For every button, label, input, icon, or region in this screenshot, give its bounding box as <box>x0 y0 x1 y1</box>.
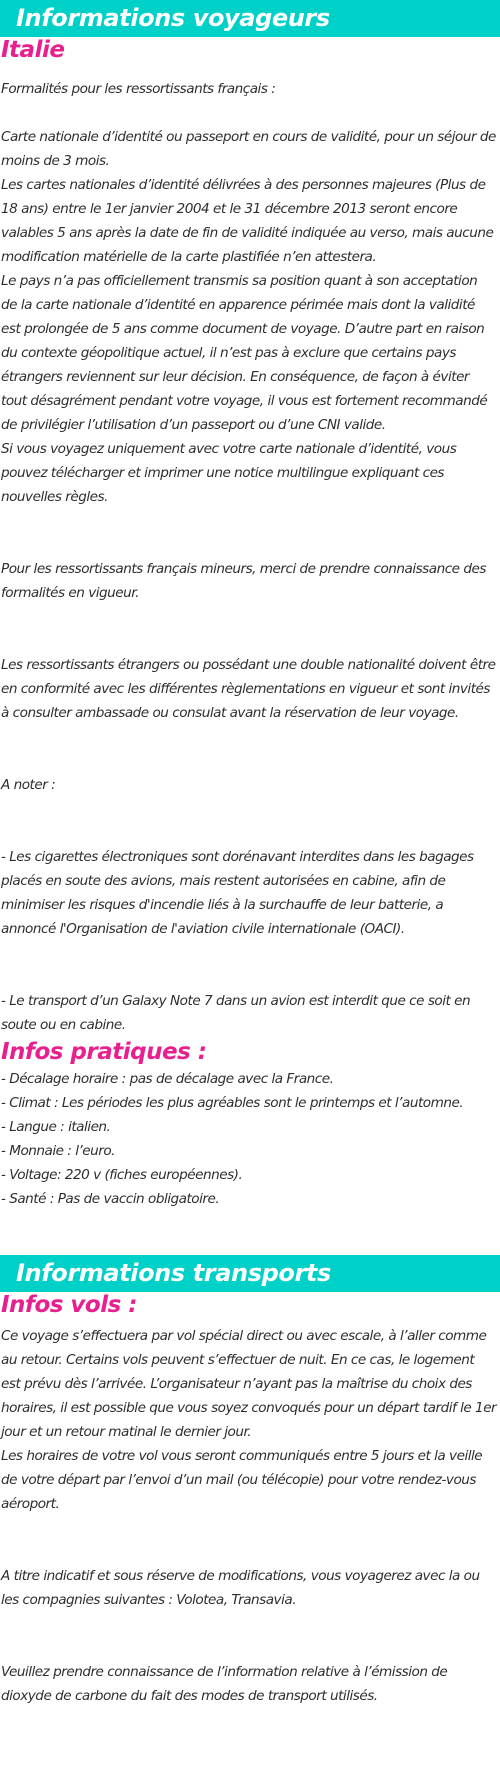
list-item: - Voltage: 220 v (fiches européennes). <box>1 1167 243 1183</box>
co2-paragraph: Veuillez prendre connaissance de l’information relative à l’émission de dioxyde de carbone du fait des modes de transport utilisés. <box>1 1664 448 1704</box>
cni-line: Si vous voyagez uniquement avec votre carte nationale d’identité, vous pouvez télécharger et imprimer une notice multilingue expliquant ces nouvelles règles. <box>1 441 457 505</box>
vols-line: Les horaires de votre vol vous seront communiqués entre 5 jours et la veille de votre départ par l’envoi d’un mail (ou télécopie) pour votre rendez-vous aéroport. <box>1 1448 483 1512</box>
pratiques-title: Infos pratiques : <box>1 1039 207 1065</box>
voyageurs-banner: Informations voyageurs <box>0 0 500 37</box>
compagnies-paragraph: A titre indicatif et sous réserve de modifications, vous voyagerez avec la ou les compagnies suivantes : Volotea, Transavia. <box>1 1568 480 1608</box>
list-item: - Décalage horaire : pas de décalage avec la France. <box>1 1071 334 1087</box>
list-item: - Santé : Pas de vaccin obligatoire. <box>1 1191 220 1207</box>
list-item: - Langue : italien. <box>1 1119 111 1135</box>
list-item: - Climat : Les périodes les plus agréables sont le printemps et l’automne. <box>1 1095 464 1111</box>
etrangers-paragraph: Les ressortissants étrangers ou possédant une double nationalité doivent être en conformité avec les différentes règlementations en vigueur et sont invités à consulter ambassade ou consulat avant la réservation de leur voyage. <box>1 657 496 721</box>
country-title: Italie <box>1 37 65 63</box>
transports-banner: Informations transports <box>0 1255 500 1292</box>
vols-paragraph <box>0 1324 500 1516</box>
pratiques-section <box>0 1039 500 1211</box>
galaxy-note: - Le transport d’un Galaxy Note 7 dans un avion est interdit que ce soit en soute ou en cabine. <box>1 993 471 1033</box>
cigarettes-note: - Les cigarettes électroniques sont dorénavant interdites dans les bagages placés en soute des avions, mais restent autorisées en cabine, afin de minimiser les risques d'incendie liés à la surchauffe de leur batterie, a annoncé l'Organisation de l'aviation civile internationale (OACI). <box>1 849 474 937</box>
pratiques-list <box>0 1067 500 1211</box>
cni-line: Le pays n’a pas officiellement transmis sa position quant à son acceptation de la carte nationale d’identité en apparence périmée mais dont la validité est prolongée de 5 ans comme document de voyage. D’autre part en raison du contexte géopolitique actuel, il n’est pas à exclure que certains pays étrangers reviennent sur leur décision. En conséquence, de façon à éviter tout désagrément pendant votre voyage, il vous est fortement recommandé de privilégier l’utilisation d’un passeport ou d’une CNI valide. <box>1 273 488 433</box>
cni-line: Les cartes nationales d’identité délivrées à des personnes majeures (Plus de 18 ans) entre le 1er janvier 2004 et le 31 décembre 2013 seront encore valables 5 ans après la date de fin de validité indiquée au verso, mais aucune modification matérielle de la carte plastifiée n’en attestera. <box>1 177 494 265</box>
a-noter-label: A noter : <box>1 777 56 793</box>
vols-title: Infos vols : <box>1 1292 138 1318</box>
cni-paragraph <box>0 125 500 509</box>
vols-line: Ce voyage s’effectuera par vol spécial direct ou avec escale, à l’aller comme au retour. Certains vols peuvent s’effectuer de nuit. En ce cas, le logement est prévu dès l’arrivée. L’organisateur n’ayant pas la maîtrise du choix des horaires, il est possible que vous soyez convoqués pour un départ tardif le 1er jour et un retour matinal le dernier jour. <box>1 1328 497 1440</box>
list-item: - Monnaie : l’euro. <box>1 1143 115 1159</box>
cni-line: Carte nationale d’identité ou passeport en cours de validité, pour un séjour de moins de 3 mois. <box>1 129 496 169</box>
transports-section <box>0 1255 500 1708</box>
mineurs-paragraph: Pour les ressortissants français mineurs, merci de prendre connaissance des formalités en vigueur. <box>1 561 486 601</box>
formalites-intro: Formalités pour les ressortissants français : <box>1 81 276 97</box>
